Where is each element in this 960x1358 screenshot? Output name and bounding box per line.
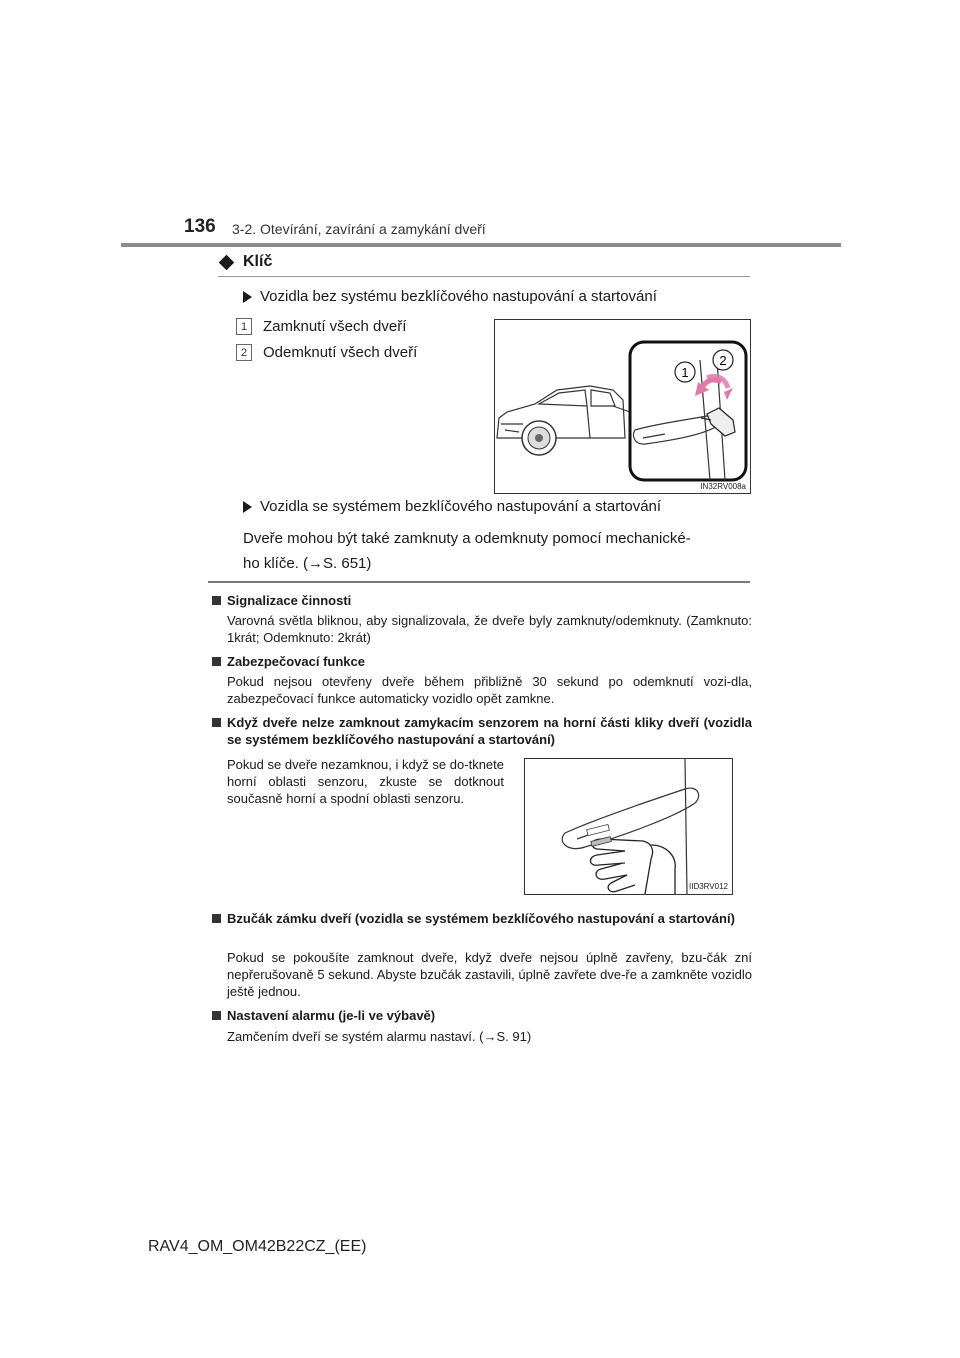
car-key-illustration bbox=[495, 320, 750, 493]
paragraph-line: Dveře mohou být také zamknuty a odemknuty pomocí mechanické- bbox=[243, 530, 691, 547]
note-title-text: Signalizace činnosti bbox=[227, 593, 352, 608]
note-buzzer-body: Pokud se pokoušíte zamknout dveře, když dveře nejsou úplně zavřeny, bzu-čák zní nepřerušovaně 5 sekund. Abyste bzučák zastavili, úplně zavřete dve-ře a zamkněte vozidlo ještě jednou. bbox=[227, 950, 752, 999]
triangle-bullet-icon bbox=[243, 291, 252, 303]
item-lock-all-label: Zamknutí všech dveří bbox=[263, 318, 407, 335]
marker-1: 1 bbox=[681, 365, 689, 380]
figure-key-lock-unlock bbox=[494, 319, 751, 494]
item-lock-all bbox=[236, 318, 406, 335]
mechanical-key-paragraph bbox=[243, 526, 773, 576]
section-rule bbox=[218, 276, 750, 277]
diamond-bullet-icon bbox=[219, 254, 235, 270]
triangle-bullet-icon bbox=[243, 501, 252, 513]
document-code: RAV4_OM_OM42B22CZ_(EE) bbox=[148, 1238, 367, 1255]
page-number: 136 bbox=[184, 216, 216, 237]
chapter-title: 3-2. Otevírání, zavírání a zamykání dveří bbox=[232, 221, 486, 237]
figure-door-handle-sensor bbox=[524, 758, 733, 895]
notes-rule bbox=[208, 581, 750, 583]
square-bullet-icon bbox=[212, 657, 221, 666]
note-signalling-title bbox=[212, 592, 752, 609]
note-sensor-body: Pokud se dveře nezamknou, i když se do-tknete horní oblasti senzoru, zkuste se dotknout současně horní a spodní oblasti senzoru. bbox=[227, 757, 504, 806]
note-signalling-body: Varovná světla bliknou, aby signalizovala, že dveře byly zamknuty/odemknuty. (Zamknuto: 1krát; Odemknuto: 2krát) bbox=[227, 613, 752, 645]
note-sensor-title bbox=[212, 714, 752, 748]
note-security-body: Pokud nejsou otevřeny dveře během přibližně 30 sekund po odemknutí vozi-dla, zabezpečovací funkce automaticky vozidlo opět zamkne. bbox=[227, 674, 752, 706]
square-bullet-icon bbox=[212, 596, 221, 605]
note-buzzer-title bbox=[212, 910, 752, 927]
number-badge: 2 bbox=[236, 344, 252, 361]
subhead-without-keyless bbox=[243, 288, 657, 305]
subhead-with-keyless bbox=[243, 498, 661, 515]
subhead-without-keyless-text: Vozidla bez systému bezklíčového nastupování a startování bbox=[260, 288, 657, 305]
subhead-with-keyless-text: Vozidla se systémem bezklíčového nastupování a startování bbox=[260, 498, 662, 515]
hand-handle-illustration bbox=[525, 759, 732, 894]
section-heading bbox=[218, 253, 272, 271]
section-heading-text: Klíč bbox=[243, 253, 273, 270]
figure-code: IID3RV012 bbox=[689, 882, 728, 891]
header-rule bbox=[121, 243, 841, 247]
square-bullet-icon bbox=[212, 1011, 221, 1020]
note-title-text: Nastavení alarmu (je-li ve výbavě) bbox=[227, 1008, 436, 1023]
figure-code: IN32RV008a bbox=[700, 482, 746, 491]
note-alarm-title bbox=[212, 1007, 752, 1024]
number-badge: 1 bbox=[236, 318, 252, 335]
note-title-text: Když dveře nelze zamknout zamykacím senzorem na horní části kliky dveří (vozidla se systémem bezklíčového nastupování a startování) bbox=[227, 715, 752, 747]
note-security-title bbox=[212, 653, 752, 670]
note-alarm-body: Zamčením dveří se systém alarmu nastaví. (→S. 91) bbox=[227, 1029, 532, 1044]
square-bullet-icon bbox=[212, 914, 221, 923]
paragraph-line: ho klíče. (→S. 651) bbox=[243, 555, 372, 572]
square-bullet-icon bbox=[212, 718, 221, 727]
marker-2: 2 bbox=[719, 353, 727, 368]
item-unlock-all-label: Odemknutí všech dveří bbox=[263, 344, 418, 361]
note-title-text: Zabezpečovací funkce bbox=[227, 654, 365, 669]
item-unlock-all bbox=[236, 344, 417, 361]
note-title-text: Bzučák zámku dveří (vozidla se systémem bezklíčového nastupování a startování) bbox=[227, 911, 735, 926]
